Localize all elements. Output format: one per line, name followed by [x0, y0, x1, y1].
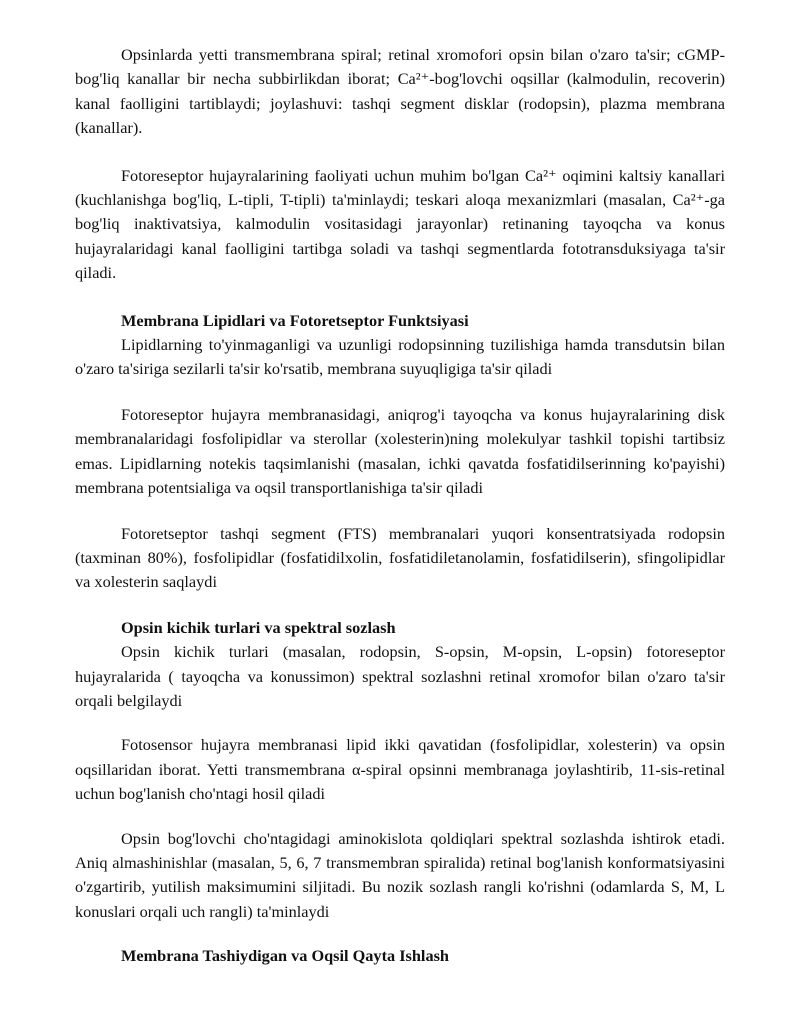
paragraph-lipid-unsaturation: Lipidlarning to'yinmaganligi va uzunligi rodopsinning tuzilishiga hamda transdutsin bilan o'zaro ta'siriga sezilarli ta'sir ko'rsatib, membrana suyuqligiga ta'sir qiladi [75, 335, 725, 379]
heading-opsin-subtypes: Opsin kichik turlari va spektral sozlash [121, 617, 396, 637]
paragraph-binding-pocket: Opsin bog'lovchi cho'ntagidagi aminokislota qoldiqlari spektral sozlashda ishtirok etadi. Aniq almashinishlar (masalan, 5, 6, 7 transmembran spiralida) retinal bog'lanish konformatsiyasini o'zgartirib, yutilish maksimumini siljitadi. Bu nozik sozlash rangli ko'rishni (odamlarda S, M, L konuslari orqali uch rangli) ta'minlaydi [75, 828, 725, 921]
paragraph-outer-segment-composition: Fotoretseptor tashqi segment (FTS) membranalari yuqori konsentratsiyada rodopsin (taxminan 80%), fosfolipidlar (fosfatidilxolin, fosfatidiletanolamin, fosfatidilserin), sfingolipidlar va xolesterin saqlaydi [75, 523, 725, 592]
heading-membrane-lipids: Membrana Lipidlari va Fotoretseptor Funktsiyasi [121, 310, 469, 330]
paragraph-membrane-bilayer: Fotosensor hujayra membranasi lipid ikki qavatidan (fosfolipidlar, xolesterin) va opsin oqsillaridan iborat. Yetti transmembrana α-spiral opsinni membranaga joylashtirib, 11-sis-retinal uchun bog'lanish cho'ntagi hosil qiladi [75, 735, 725, 804]
paragraph-calcium-channels: Fotoreseptor hujayralarining faoliyati uchun muhim bo'lgan Ca²⁺ oqimini kaltsiy kanallari (kuchlanishga bog'liq, L-tipli, T-tipli) ta'minlaydi; teskari aloqa mexanizmlari (masalan, Ca²⁺-ga bog'liq inaktivatsiya, kalmodulin vositasidagi jarayonlar) retinaning tayoqcha va konus hujayralaridagi kanal faolligini tartibga soladi va tashqi segmentlarda fototransduksiyaga ta'sir qiladi. [75, 165, 725, 283]
paragraph-spectral-tuning: Opsin kichik turlari (masalan, rodopsin, S-opsin, M-opsin, L-opsin) fotoreseptor hujayralarida ( tayoqcha va konussimon) spektral sozlashni retinal xromofor bilan o'zaro ta'sir orqali belgilaydi [75, 642, 725, 710]
paragraph-opsin-structure: Opsinlarda yetti transmembrana spiral; retinal xromofori opsin bilan o'zaro ta'sir; cGMP-bog'liq kanallar bir necha subbirlikdan iborat; Ca²⁺-bog'lovchi oqsillar (kalmodulin, recoverin) kanal faolligini tartiblaydi; joylashuvi: tashqi segment disklar (rodopsin), plazma membrana (kanallar). [75, 45, 725, 138]
heading-membrane-trafficking: Membrana Tashiydigan va Oqsil Qayta Ishlash [121, 946, 449, 966]
paragraph-lipid-organization: Fotoreseptor hujayra membranasidagi, aniqrog'i tayoqcha va konus hujayralarining disk membranalaridagi fosfolipidlar va sterollar (xolesterin)ning molekulyar tashkil topishi tartibsiz emas. Lipidlarning notekis taqsimlanishi (masalan, ichki qavatda fosfatidilserinning ko'payishi) membrana potentsialiga va oqsil transportlanishiga ta'sir qiladi [75, 404, 725, 498]
